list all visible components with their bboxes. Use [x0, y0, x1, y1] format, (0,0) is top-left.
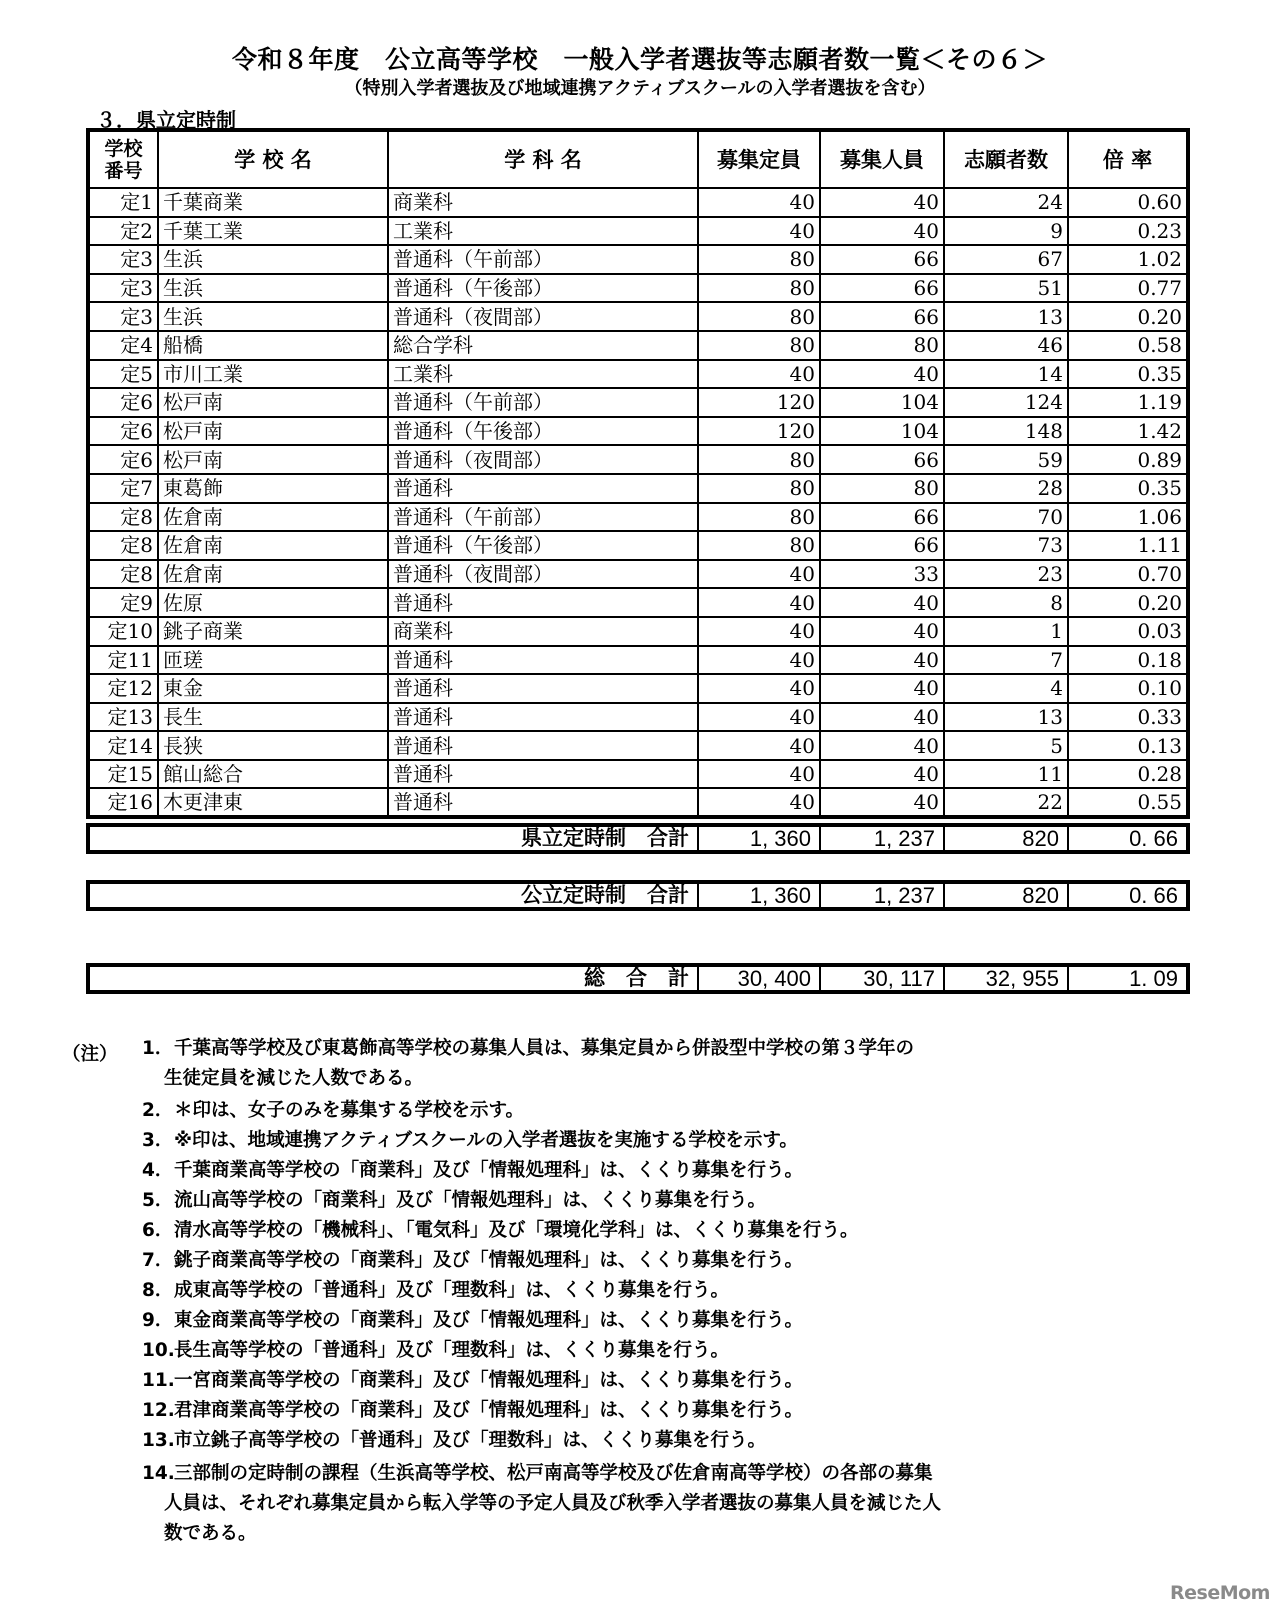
cell-capacity: 40	[698, 617, 820, 646]
total-row-public	[86, 880, 1190, 911]
cell-school-name: 千葉商業	[158, 188, 388, 217]
cell-capacity: 80	[698, 331, 820, 360]
cell-applicants: 59	[944, 445, 1068, 474]
cell-ratio: 1.19	[1068, 388, 1188, 417]
note-text: ※印は、地域連携アクティブスクールの入学者選抜を実施する学校を示す。	[174, 1130, 798, 1151]
cell-capacity: 80	[698, 474, 820, 503]
note-item	[142, 1156, 1182, 1186]
cell-school-number: 定6	[88, 388, 158, 417]
header-applicants: 志願者数	[944, 130, 1068, 188]
cell-capacity: 120	[698, 417, 820, 446]
note-number: 7．	[142, 1250, 174, 1271]
note-text: 三部制の定時制の課程（生浜高等学校、松戸南高等学校及び佐倉南高等学校）の各部の募集	[174, 1463, 933, 1484]
cell-school-name: 木更津東	[158, 788, 388, 817]
cell-school-number: 定14	[88, 731, 158, 760]
table-row	[88, 588, 1188, 617]
cell-department: 総合学科	[388, 331, 698, 360]
table-row	[88, 788, 1188, 817]
document-title: 令和８年度 公立高等学校 一般入学者選抜等志願者数一覧＜その６＞	[231, 45, 1048, 74]
cell-department: 普通科	[388, 703, 698, 732]
cell-department: 普通科	[388, 588, 698, 617]
note-item	[142, 1366, 1182, 1396]
note-text: 千葉商業高等学校の「商業科」及び「情報処理科」は、くくり募集を行う。	[174, 1160, 804, 1181]
cell-recruit: 40	[820, 360, 944, 389]
table-row	[88, 445, 1188, 474]
cell-department: 商業科	[388, 617, 698, 646]
cell-recruit: 40	[820, 788, 944, 817]
table-row	[88, 360, 1188, 389]
note-continuation: 人員は、それぞれ募集定員から転入学等の予定人員及び秋季入学者選抜の募集人員を減じた人	[164, 1493, 942, 1514]
cell-school-name: 千葉工業	[158, 217, 388, 246]
cell-applicants: 124	[944, 388, 1068, 417]
cell-department: 普通科（午後部）	[388, 531, 698, 560]
total-row-grand	[86, 963, 1190, 994]
note-item	[142, 1096, 1182, 1126]
cell-school-number: 定10	[88, 617, 158, 646]
cell-school-number: 定15	[88, 760, 158, 789]
note-number: 14.	[142, 1463, 175, 1484]
cell-department: 普通科（午前部）	[388, 388, 698, 417]
cell-school-number: 定16	[88, 788, 158, 817]
cell-ratio: 0.20	[1068, 588, 1188, 617]
note-item	[142, 1126, 1182, 1156]
cell-recruit: 40	[820, 646, 944, 675]
cell-school-name: 生浜	[158, 302, 388, 331]
cell-ratio: 0.55	[1068, 788, 1188, 817]
note-number: 8．	[142, 1280, 174, 1301]
cell-department: 普通科（午後部）	[388, 274, 698, 303]
cell-school-number: 定11	[88, 646, 158, 675]
cell-recruit: 104	[820, 417, 944, 446]
note-number: 10.	[142, 1340, 175, 1361]
note-text: 君津商業高等学校の「商業科」及び「情報処理科」は、くくり募集を行う。	[174, 1400, 804, 1421]
cell-recruit: 66	[820, 274, 944, 303]
cell-department: 普通科	[388, 731, 698, 760]
cell-applicants: 5	[944, 731, 1068, 760]
cell-ratio: 0.23	[1068, 217, 1188, 246]
cell-applicants: 8	[944, 588, 1068, 617]
cell-recruit: 66	[820, 503, 944, 532]
note-item	[142, 1216, 1182, 1246]
cell-capacity: 40	[698, 588, 820, 617]
cell-applicants: 67	[944, 245, 1068, 274]
total-applicants: 820	[944, 882, 1068, 909]
note-text: 千葉高等学校及び東葛飾高等学校の募集人員は、募集定員から併設型中学校の第３学年の	[174, 1038, 915, 1059]
cell-department: 普通科	[388, 674, 698, 703]
cell-school-number: 定6	[88, 417, 158, 446]
cell-ratio: 0.60	[1068, 188, 1188, 217]
cell-ratio: 0.35	[1068, 474, 1188, 503]
cell-applicants: 4	[944, 674, 1068, 703]
table-row	[88, 331, 1188, 360]
cell-school-name: 船橋	[158, 331, 388, 360]
table-row	[88, 503, 1188, 532]
cell-department: 普通科（夜間部）	[388, 560, 698, 589]
cell-ratio: 1.11	[1068, 531, 1188, 560]
cell-school-number: 定3	[88, 302, 158, 331]
cell-recruit: 40	[820, 760, 944, 789]
table-header-row	[88, 130, 1188, 188]
note-text: 銚子商業高等学校の「商業科」及び「情報処理科」は、くくり募集を行う。	[174, 1250, 804, 1271]
cell-recruit: 66	[820, 531, 944, 560]
cell-capacity: 40	[698, 731, 820, 760]
cell-school-number: 定9	[88, 588, 158, 617]
cell-capacity: 40	[698, 788, 820, 817]
cell-department: 普通科（午前部）	[388, 245, 698, 274]
cell-school-name: 松戸南	[158, 388, 388, 417]
cell-recruit: 66	[820, 245, 944, 274]
cell-ratio: 0.70	[1068, 560, 1188, 589]
note-number: 13.	[142, 1430, 175, 1451]
cell-ratio: 0.58	[1068, 331, 1188, 360]
cell-ratio: 1.42	[1068, 417, 1188, 446]
note-item	[142, 1034, 1182, 1094]
cell-ratio: 1.06	[1068, 503, 1188, 532]
cell-school-name: 松戸南	[158, 417, 388, 446]
cell-applicants: 11	[944, 760, 1068, 789]
cell-recruit: 66	[820, 445, 944, 474]
table-row	[88, 388, 1188, 417]
cell-recruit: 80	[820, 331, 944, 360]
cell-applicants: 73	[944, 531, 1068, 560]
cell-school-name: 佐倉南	[158, 560, 388, 589]
cell-school-number: 定1	[88, 188, 158, 217]
table-row	[88, 617, 1188, 646]
total-applicants: 820	[944, 825, 1068, 852]
cell-capacity: 80	[698, 274, 820, 303]
table-row	[88, 417, 1188, 446]
cell-school-number: 定6	[88, 445, 158, 474]
cell-capacity: 40	[698, 188, 820, 217]
cell-capacity: 40	[698, 360, 820, 389]
cell-school-name: 市川工業	[158, 360, 388, 389]
cell-recruit: 40	[820, 731, 944, 760]
cell-applicants: 28	[944, 474, 1068, 503]
cell-ratio: 0.35	[1068, 360, 1188, 389]
cell-capacity: 40	[698, 674, 820, 703]
cell-capacity: 40	[698, 217, 820, 246]
note-text: 市立銚子高等学校の「普通科」及び「理数科」は、くくり募集を行う。	[174, 1430, 767, 1451]
cell-school-name: 佐倉南	[158, 531, 388, 560]
note-item	[142, 1186, 1182, 1216]
total-recruit: 1, 237	[820, 825, 944, 852]
note-number: 3．	[142, 1130, 174, 1151]
table-row	[88, 474, 1188, 503]
cell-ratio: 0.10	[1068, 674, 1188, 703]
cell-school-name: 匝瑳	[158, 646, 388, 675]
total-capacity: 30, 400	[698, 965, 820, 992]
cell-recruit: 40	[820, 588, 944, 617]
cell-department: 工業科	[388, 217, 698, 246]
total-capacity: 1, 360	[698, 825, 820, 852]
cell-applicants: 13	[944, 703, 1068, 732]
table-row	[88, 302, 1188, 331]
section-heading: ３．県立定時制	[96, 108, 236, 132]
cell-applicants: 13	[944, 302, 1068, 331]
note-number: 11.	[142, 1370, 175, 1391]
cell-capacity: 40	[698, 760, 820, 789]
cell-ratio: 0.20	[1068, 302, 1188, 331]
cell-department: 普通科	[388, 760, 698, 789]
note-number: 5．	[142, 1190, 174, 1211]
cell-department: 普通科（午前部）	[388, 503, 698, 532]
header-ratio: 倍 率	[1068, 130, 1188, 188]
cell-capacity: 40	[698, 560, 820, 589]
resemom-logo: ReseMom	[1170, 1582, 1270, 1604]
cell-recruit: 40	[820, 674, 944, 703]
note-text: 長生高等学校の「普通科」及び「理数科」は、くくり募集を行う。	[174, 1340, 730, 1361]
cell-school-name: 生浜	[158, 245, 388, 274]
document-subtitle: （特別入学者選抜及び地域連携アクティブスクールの入学者選抜を含む）	[344, 78, 936, 99]
cell-school-name: 生浜	[158, 274, 388, 303]
cell-applicants: 70	[944, 503, 1068, 532]
cell-recruit: 33	[820, 560, 944, 589]
cell-recruit: 80	[820, 474, 944, 503]
cell-capacity: 40	[698, 646, 820, 675]
note-text: 清水高等学校の「機械科」、「電気科」及び「環境化学科」は、くくり募集を行う。	[174, 1220, 859, 1241]
cell-ratio: 0.77	[1068, 274, 1188, 303]
cell-department: 普通科	[388, 474, 698, 503]
cell-school-number: 定3	[88, 274, 158, 303]
table-row	[88, 274, 1188, 303]
cell-department: 普通科	[388, 646, 698, 675]
cell-ratio: 0.03	[1068, 617, 1188, 646]
note-number: 4．	[142, 1160, 174, 1181]
cell-school-name: 館山総合	[158, 760, 388, 789]
total-applicants: 32, 955	[944, 965, 1068, 992]
table-row	[88, 188, 1188, 217]
note-number: 2．	[142, 1100, 174, 1121]
cell-applicants: 148	[944, 417, 1068, 446]
table-row	[88, 646, 1188, 675]
cell-applicants: 7	[944, 646, 1068, 675]
cell-school-name: 長狭	[158, 731, 388, 760]
table-row	[88, 245, 1188, 274]
cell-applicants: 22	[944, 788, 1068, 817]
cell-school-number: 定5	[88, 360, 158, 389]
cell-school-number: 定3	[88, 245, 158, 274]
note-number: 6．	[142, 1220, 174, 1241]
total-recruit: 30, 117	[820, 965, 944, 992]
cell-school-number: 定4	[88, 331, 158, 360]
total-label: 公立定時制 合計	[88, 882, 698, 909]
header-school-number: 学校 番号	[88, 130, 158, 188]
note-item	[142, 1306, 1182, 1336]
note-item	[142, 1276, 1182, 1306]
table-row	[88, 674, 1188, 703]
notes-heading: （注）	[62, 1044, 118, 1065]
header-recruit: 募集人員	[820, 130, 944, 188]
cell-school-number: 定8	[88, 503, 158, 532]
cell-department: 工業科	[388, 360, 698, 389]
cell-capacity: 80	[698, 245, 820, 274]
total-ratio: 1. 09	[1068, 965, 1188, 992]
cell-capacity: 80	[698, 445, 820, 474]
cell-ratio: 0.33	[1068, 703, 1188, 732]
cell-department: 普通科	[388, 788, 698, 817]
cell-applicants: 1	[944, 617, 1068, 646]
table-row	[88, 217, 1188, 246]
cell-school-number: 定8	[88, 560, 158, 589]
total-capacity: 1, 360	[698, 882, 820, 909]
table-row	[88, 760, 1188, 789]
cell-applicants: 9	[944, 217, 1068, 246]
cell-capacity: 40	[698, 703, 820, 732]
cell-school-name: 長生	[158, 703, 388, 732]
cell-capacity: 80	[698, 503, 820, 532]
cell-school-number: 定8	[88, 531, 158, 560]
total-ratio: 0. 66	[1068, 882, 1188, 909]
cell-school-number: 定13	[88, 703, 158, 732]
note-text: ＊印は、女子のみを募集する学校を示す。	[174, 1100, 525, 1121]
table-row	[88, 531, 1188, 560]
total-recruit: 1, 237	[820, 882, 944, 909]
note-item	[142, 1336, 1182, 1366]
cell-department: 普通科（夜間部）	[388, 445, 698, 474]
table-row	[88, 703, 1188, 732]
total-label: 県立定時制 合計	[88, 825, 698, 852]
note-number: 9．	[142, 1310, 174, 1331]
cell-recruit: 40	[820, 703, 944, 732]
table-row	[88, 731, 1188, 760]
applicants-table	[86, 128, 1190, 819]
cell-ratio: 0.89	[1068, 445, 1188, 474]
cell-recruit: 66	[820, 302, 944, 331]
cell-recruit: 40	[820, 617, 944, 646]
note-text: 一宮商業高等学校の「商業科」及び「情報処理科」は、くくり募集を行う。	[174, 1370, 804, 1391]
note-continuation: 生徒定員を減じた人数である。	[164, 1068, 424, 1089]
note-item	[142, 1246, 1182, 1276]
cell-department: 普通科（夜間部）	[388, 302, 698, 331]
cell-capacity: 80	[698, 302, 820, 331]
cell-school-number: 定12	[88, 674, 158, 703]
cell-capacity: 80	[698, 531, 820, 560]
note-number: 1．	[142, 1038, 174, 1059]
cell-recruit: 40	[820, 217, 944, 246]
note-text: 成東高等学校の「普通科」及び「理数科」は、くくり募集を行う。	[174, 1280, 730, 1301]
cell-recruit: 104	[820, 388, 944, 417]
table-row	[88, 560, 1188, 589]
cell-department: 普通科（午後部）	[388, 417, 698, 446]
header-school-name: 学 校 名	[158, 130, 388, 188]
header-department: 学 科 名	[388, 130, 698, 188]
note-item	[142, 1426, 1182, 1456]
cell-school-number: 定2	[88, 217, 158, 246]
cell-applicants: 23	[944, 560, 1068, 589]
note-text: 流山高等学校の「商業科」及び「情報処理科」は、くくり募集を行う。	[174, 1190, 767, 1211]
cell-school-name: 佐原	[158, 588, 388, 617]
cell-ratio: 0.28	[1068, 760, 1188, 789]
cell-school-number: 定7	[88, 474, 158, 503]
note-continuation: 数である。	[164, 1523, 257, 1544]
cell-school-name: 東葛飾	[158, 474, 388, 503]
total-row-prefectural	[86, 823, 1190, 854]
cell-ratio: 1.02	[1068, 245, 1188, 274]
cell-applicants: 46	[944, 331, 1068, 360]
cell-ratio: 0.18	[1068, 646, 1188, 675]
cell-applicants: 51	[944, 274, 1068, 303]
cell-ratio: 0.13	[1068, 731, 1188, 760]
cell-capacity: 120	[698, 388, 820, 417]
cell-school-name: 銚子商業	[158, 617, 388, 646]
header-capacity: 募集定員	[698, 130, 820, 188]
cell-school-name: 松戸南	[158, 445, 388, 474]
cell-school-name: 佐倉南	[158, 503, 388, 532]
note-item	[142, 1396, 1182, 1426]
note-item	[142, 1459, 1182, 1549]
total-ratio: 0. 66	[1068, 825, 1188, 852]
total-label: 総 合 計	[88, 965, 698, 992]
note-text: 東金商業高等学校の「商業科」及び「情報処理科」は、くくり募集を行う。	[174, 1310, 804, 1331]
note-number: 12.	[142, 1400, 175, 1421]
cell-recruit: 40	[820, 188, 944, 217]
cell-applicants: 14	[944, 360, 1068, 389]
cell-applicants: 24	[944, 188, 1068, 217]
cell-department: 商業科	[388, 188, 698, 217]
cell-school-name: 東金	[158, 674, 388, 703]
